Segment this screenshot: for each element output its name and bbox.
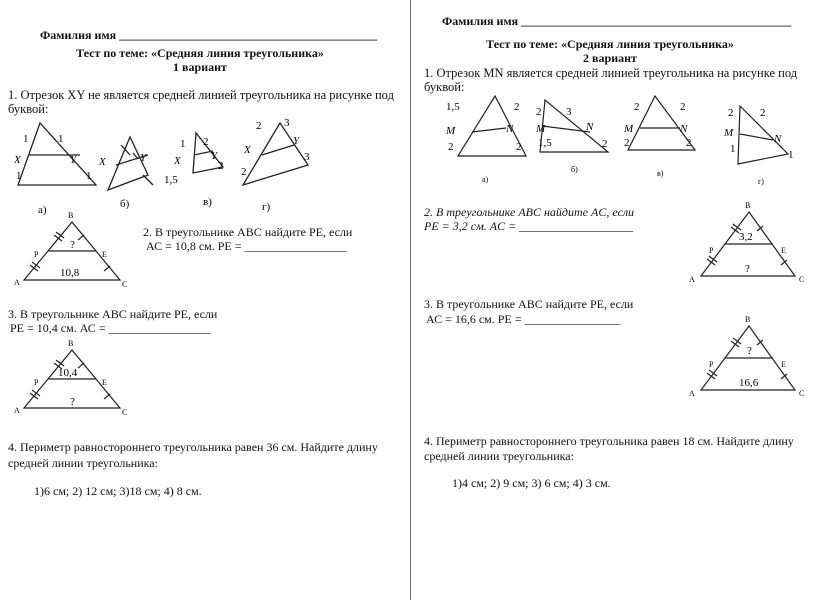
fig-a-label-4: 2 <box>516 141 522 153</box>
midline-value: ? <box>70 239 75 251</box>
question-1-figure-labels <box>13 117 310 186</box>
question-1-text: 1. Отрезок XY не является средней линией треугольника на рисунке под <box>8 88 394 102</box>
vertex-c: С <box>122 280 128 289</box>
fig-v-label-1: 1 <box>180 138 186 150</box>
fig-v-label-4: 1,5 <box>164 174 178 186</box>
fig-a-caption: а) <box>38 204 47 216</box>
question-1-text-v2: 1. Отрезок MN является средней линией треугольника на рисунке под <box>424 66 798 80</box>
point-p: Р <box>709 360 714 369</box>
fig-a-label-2: 2 <box>514 101 520 113</box>
page-divider <box>410 0 411 600</box>
fig-b-label-n: N <box>586 121 594 133</box>
fig-b-caption: б) <box>120 198 130 210</box>
fig-g-label-3: 2 <box>241 166 247 178</box>
fig-a-label-3: 1 <box>16 170 22 182</box>
fig-v-label-2: 2 <box>203 136 209 148</box>
fig-v-label-n: N <box>680 123 688 135</box>
question-3-triangle <box>10 336 130 418</box>
fig-a-label-y: Y <box>70 154 77 166</box>
fig-g-caption-v2: г) <box>758 177 764 186</box>
vertex-a: А <box>14 278 20 287</box>
variant-label-2: 2 вариант <box>583 51 637 65</box>
vertex-a: А <box>689 389 695 398</box>
vertex-a: А <box>689 275 695 284</box>
fig-g-label-y: Y <box>293 135 300 147</box>
midline-value: 3,2 <box>739 231 753 243</box>
vertex-b: В <box>745 315 751 324</box>
question-2-text-cont: АС = 10,8 см. РЕ = _________________ <box>146 239 347 253</box>
point-p: Р <box>34 378 39 387</box>
vertex-c: С <box>799 275 805 284</box>
fig-a-label-n: N <box>506 123 514 135</box>
question-4-text-v2: 4. Периметр равностороннего треугольника равен 18 см. Найдите длину <box>424 434 794 448</box>
question-4-text: 4. Периметр равностороннего треугольника равен 36 см. Найдите длину <box>8 440 378 454</box>
question-2-triangle-v2 <box>683 198 813 290</box>
midline-value: 10,4 <box>58 367 78 379</box>
question-2-text-v2: 2. В треугольнике ABC найдите AC, если <box>424 205 635 219</box>
fig-a-label-4: 1 <box>86 170 92 182</box>
question-3-text-v2: 3. В треугольнике АВС найдите РЕ, если <box>424 297 634 311</box>
name-label-2: Фамилия имя _____________________________________________ <box>442 14 792 28</box>
vertex-a: А <box>14 406 20 415</box>
fig-a-label-m: M <box>446 125 456 137</box>
fig-a-label-x: X <box>14 154 21 166</box>
question-3-triangle-v2 <box>683 312 813 404</box>
point-e: Е <box>102 378 107 387</box>
vertex-b: В <box>68 211 74 220</box>
question-4-text-cont: средней линии треугольника: <box>8 456 158 470</box>
fig-g-label-2: 3 <box>284 117 290 129</box>
fig-a-caption-v2: а) <box>482 175 489 184</box>
fig-g-label-n: N <box>774 133 782 145</box>
fig-g-label-1: 2 <box>256 120 262 132</box>
fig-v-label-3: 2 <box>218 160 224 172</box>
question-2-text-cont-v2: PE = 3,2 см. AC = ___________________ <box>424 219 634 233</box>
question-3-text-cont-v2: АС = 16,6 см. РЕ = ________________ <box>426 312 621 326</box>
question-4-text-cont-v2: средней линии треугольника: <box>424 449 574 463</box>
point-p: Р <box>709 246 714 255</box>
fig-a-label-2: 1 <box>58 133 64 145</box>
base-value: ? <box>70 396 75 408</box>
vertex-b: В <box>68 339 74 348</box>
question-4-answers-v2: 1)4 см; 2) 9 см; 3) 6 см; 4) 3 см. <box>452 476 611 490</box>
fig-v-caption-v2: в) <box>657 169 664 178</box>
question-4-answers: 1)6 см; 2) 12 см; 3)18 см; 4) 8 см. <box>34 484 202 498</box>
point-e: Е <box>781 360 786 369</box>
variant-label: 1 вариант <box>173 60 227 74</box>
fig-b-label-2: 3 <box>566 106 572 118</box>
fig-b-caption-v2: б) <box>571 165 578 174</box>
test-title: Тест по теме: «Средняя линия треугольника» <box>76 46 324 60</box>
question-3-text-cont: РЕ = 10,4 см. АС = _________________ <box>10 321 211 335</box>
base-value: 10,8 <box>60 267 80 279</box>
vertex-c: С <box>799 389 805 398</box>
fig-a-label-1: 1,5 <box>446 101 460 113</box>
fig-a-label-3: 2 <box>448 141 454 153</box>
fig-v-label-3: 2 <box>624 137 630 149</box>
vertex-c: С <box>122 408 128 417</box>
fig-g-label-4: 3 <box>304 151 310 163</box>
vertex-b: В <box>745 201 751 210</box>
fig-v-label-1: 2 <box>634 101 640 113</box>
fig-b-label-y: Y <box>140 152 147 164</box>
fig-g-label-1: 2 <box>728 107 734 119</box>
fig-v-caption: в) <box>203 196 212 208</box>
fig-v-label-m: M <box>624 123 634 135</box>
question-2-triangle <box>10 208 130 290</box>
fig-v-label-y: Y <box>211 150 218 162</box>
fig-v-label-x: X <box>174 155 181 167</box>
fig-g-label-2: 2 <box>760 107 766 119</box>
fig-g-label-x: X <box>244 144 251 156</box>
point-e: Е <box>102 250 107 259</box>
question-3-text: 3. В треугольнике АВС найдите РЕ, если <box>8 307 218 321</box>
fig-g-label-m: M <box>724 127 734 139</box>
base-value: ? <box>745 263 750 275</box>
test-title-2: Тест по теме: «Средняя линия треугольника» <box>486 37 734 51</box>
name-label: Фамилия имя ___________________________________________ <box>40 28 378 42</box>
fig-b-label-1: 2 <box>536 106 542 118</box>
question-1-text-cont: буквой: <box>8 102 49 116</box>
fig-g-caption: г) <box>262 201 271 213</box>
fig-a-label-1: 1 <box>23 133 29 145</box>
fig-b-label-m: M <box>536 123 546 135</box>
fig-b-label-4: 2 <box>602 138 608 150</box>
point-e: Е <box>781 246 786 255</box>
fig-v-label-4: 2 <box>686 137 692 149</box>
fig-v-label-2: 2 <box>680 101 686 113</box>
point-p: Р <box>34 250 39 259</box>
fig-b-label-3: 1,5 <box>538 137 552 149</box>
midline-value: ? <box>747 345 752 357</box>
fig-b-label-x: X <box>99 156 106 168</box>
question-1-text-cont-v2: буквой: <box>424 80 465 94</box>
fig-g-label-3: 1 <box>730 143 736 155</box>
question-2-text: 2. В треугольнике АВС найдите РЕ, если <box>143 225 353 239</box>
base-value: 16,6 <box>739 377 759 389</box>
question-1-figures <box>8 115 338 220</box>
fig-g-label-4: 1 <box>788 149 794 161</box>
question-1-figures-v2 <box>440 92 810 190</box>
